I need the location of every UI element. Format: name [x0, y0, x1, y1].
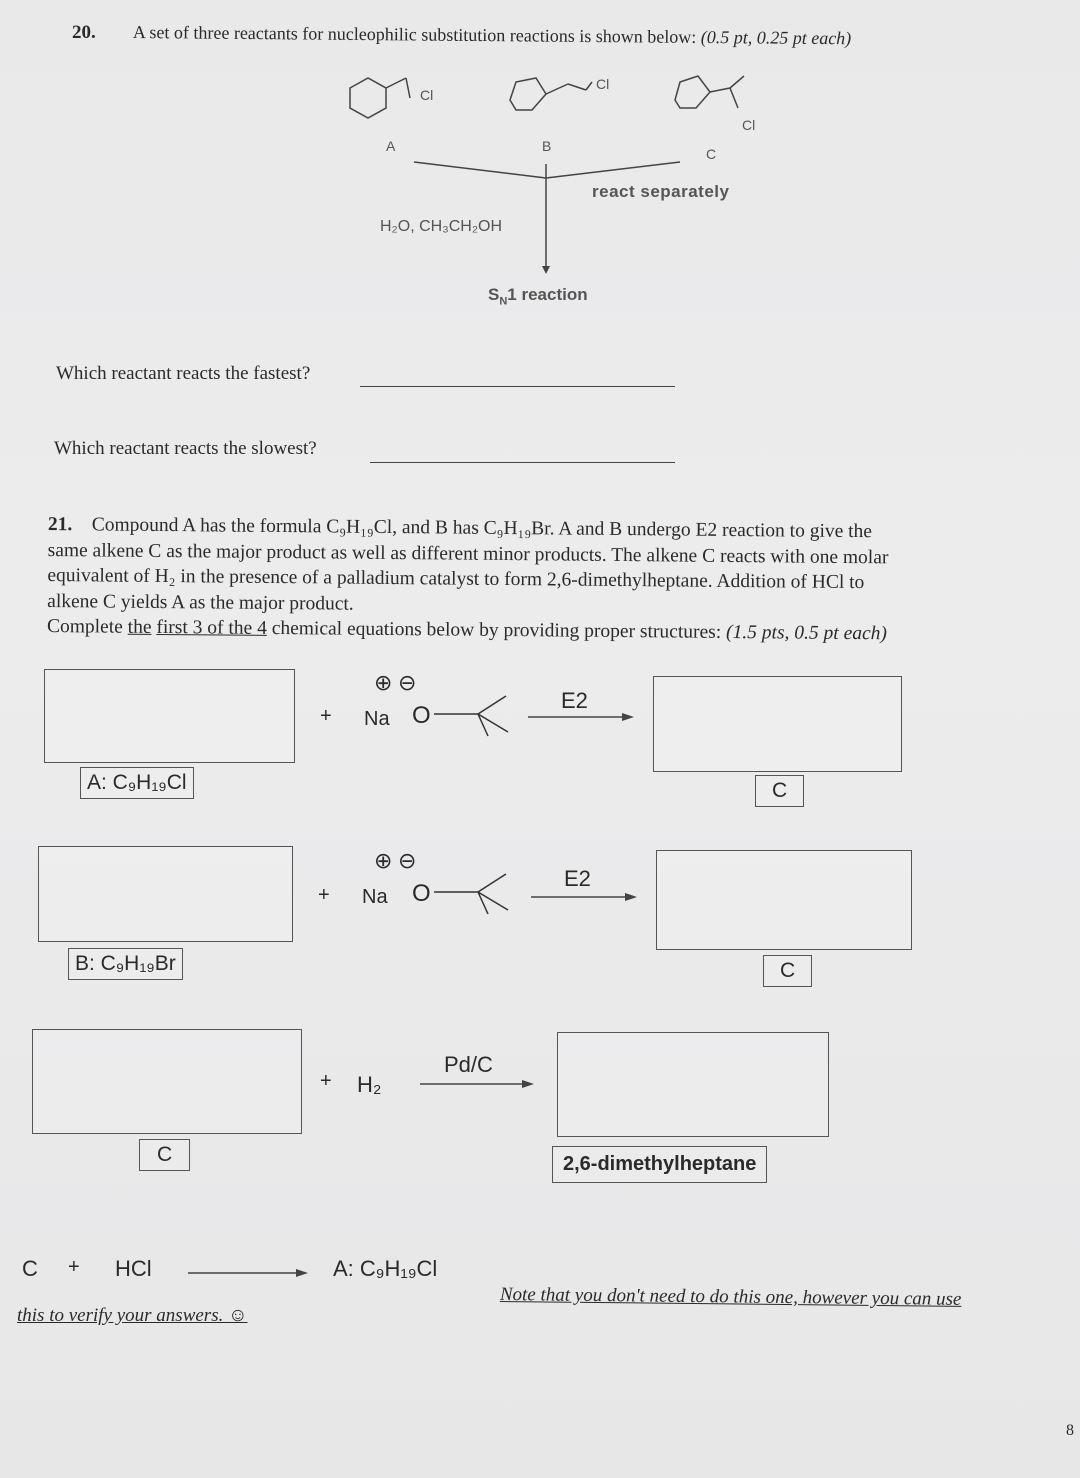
- eq1-negative-charge-icon: ⊖: [398, 670, 417, 695]
- q20-prompt: [133, 22, 851, 49]
- solvent-label: H₂O, CH₃CH₂OH: [380, 218, 503, 235]
- eq3-plus: +: [320, 1070, 332, 1092]
- eq2-sodium: Na: [362, 886, 388, 908]
- sn1-reaction-label: [488, 285, 588, 307]
- eq1-product-answer-box[interactable]: [653, 676, 902, 772]
- answer-fastest-blank[interactable]: [360, 386, 675, 387]
- eq3-condition: Pd/C: [444, 1052, 493, 1077]
- eq1-arrow-icon: [526, 710, 636, 724]
- eq1-reactant-label: A: C₉H₁₉Cl: [80, 767, 194, 799]
- q20-points: (0.5 pt, 0.25 pt each): [700, 26, 852, 49]
- eq2-reactant-label: B: C₉H₁₉Br: [68, 948, 183, 980]
- q21-number: 21.: [47, 513, 73, 536]
- eq4-arrow-icon: [186, 1266, 312, 1280]
- eq2-product-label: C: [763, 955, 812, 987]
- eq3-arrow-icon: [418, 1077, 538, 1091]
- eq4-plus: +: [68, 1256, 80, 1278]
- eq2-tert-butyl-bonds: [432, 868, 512, 918]
- reactant-c-cl: Cl: [742, 117, 756, 133]
- eq2-reactant-answer-box[interactable]: [38, 846, 293, 942]
- eq3-reactant-answer-box[interactable]: [32, 1029, 302, 1134]
- reactant-b-label: B: [542, 138, 552, 154]
- react-separately-label: react separately: [592, 182, 730, 201]
- eq4-note-line2: this to verify your answers. ☺: [17, 1305, 248, 1326]
- eq1-positive-charge-icon: ⊕: [374, 670, 393, 695]
- q20-prompt-text: A set of three reactants for nucleophilic substitution reactions is shown below:: [132, 22, 697, 47]
- reactant-a-label: A: [386, 138, 396, 154]
- reactant-b-cl: Cl: [596, 76, 610, 92]
- eq3-product-answer-box[interactable]: [557, 1032, 829, 1137]
- reactant-a-cl: Cl: [420, 87, 434, 103]
- eq1-sodium: Na: [364, 708, 390, 730]
- eq2-arrow-icon: [529, 890, 639, 904]
- reactant-a-ring: [350, 78, 386, 118]
- eq4-reactant: C: [22, 1256, 38, 1281]
- q21-line3: equivalent of H₂ in the presence of a palladium catalyst to form 2,6-dimethylheptane. Addition of HCl to: [47, 564, 865, 594]
- eq2-product-answer-box[interactable]: [656, 850, 912, 950]
- sn1-s: S: [488, 285, 500, 304]
- reactant-c-label: C: [706, 146, 717, 162]
- answer-slowest-blank[interactable]: [370, 462, 675, 463]
- q21-line1: 21. Compound A has the formula C₉H₁₉Cl, and B has C₉H₁₉Br. A and B undergo E2 reaction to give the: [47, 513, 873, 543]
- eq4-note-line1: Note that you don't need to do this one, however you can use: [499, 1284, 962, 1310]
- question-slowest: Which reactant reacts the slowest?: [54, 438, 317, 459]
- eq1-tert-butyl-bonds: [432, 690, 512, 740]
- eq1-condition: E2: [561, 688, 588, 713]
- eq2-condition: E2: [564, 866, 591, 891]
- eq2-oxygen: O: [412, 880, 431, 907]
- eq1-oxygen: O: [412, 702, 431, 729]
- q21-line2: same alkene C as the major product as well as different minor products. The alkene C reacts with one molar: [47, 539, 889, 568]
- q20-number: 20.: [72, 22, 96, 43]
- eq3-product-label: 2,6-dimethylheptane: [552, 1146, 767, 1183]
- q21-text: [47, 512, 1058, 648]
- question-fastest: Which reactant reacts the fastest?: [56, 363, 311, 384]
- sn1-rest: 1 reaction: [507, 285, 588, 304]
- reactant-b-ring: [510, 78, 546, 110]
- eq3-reactant-label: C: [139, 1139, 190, 1171]
- eq1-product-label: C: [755, 775, 804, 807]
- page-number: 8: [1066, 1422, 1074, 1439]
- q21-line4: alkene C yields A as the major product.: [47, 590, 354, 615]
- eq4-product: A: C₉H₁₉Cl: [333, 1256, 438, 1281]
- eq3-reagent: H₂: [357, 1072, 382, 1097]
- eq1-plus: +: [320, 705, 332, 727]
- eq2-positive-charge-icon: ⊕: [374, 848, 393, 873]
- eq1-reactant-answer-box[interactable]: [44, 669, 295, 763]
- eq2-negative-charge-icon: ⊖: [398, 848, 417, 873]
- eq4-reagent: HCl: [115, 1256, 152, 1281]
- eq2-plus: +: [318, 884, 330, 906]
- reactant-c-ring: [675, 76, 710, 108]
- sn1-n: N: [499, 295, 508, 308]
- q21-line5: Complete the first 3 of the 4 chemical equations below by providing proper structures: (1.5 pts, 0.5 pt each): [46, 615, 888, 645]
